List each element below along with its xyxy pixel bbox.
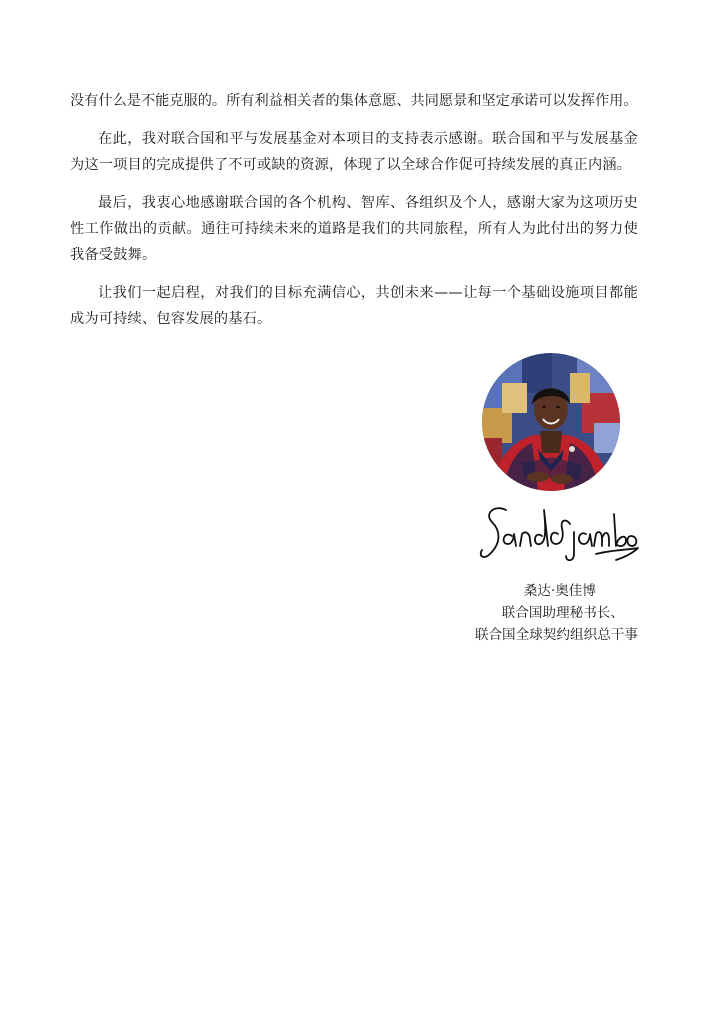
letter-body <box>70 88 638 344</box>
handwritten-signature <box>476 500 642 570</box>
signatory-block <box>475 580 638 646</box>
signatory-title-line1: 联合国助理秘书长、 <box>501 605 624 621</box>
paragraph-4: 让我们一起启程，对我们的目标充满信心，共创未来——让每一个基础设施项目都能成为可持续、包容发展的基石。 <box>70 285 638 327</box>
portrait-photo <box>482 353 620 491</box>
signatory-name: 桑达·奥佳博 <box>523 583 596 599</box>
paragraph-3: 最后，我衷心地感谢联合国的各个机构、智库、各组织及个人，感谢大家为这项历史性工作做出的贡献。通往可持续未来的道路是我们的共同旅程，所有人为此付出的努力使我备受鼓舞。 <box>70 195 638 263</box>
paragraph-2: 在此，我对联合国和平与发展基金对本项目的支持表示感谢。联合国和平与发展基金为这一项目的完成提供了不可或缺的资源，体现了以全球合作促可持续发展的真正内涵。 <box>70 131 638 173</box>
signatory-title-line2: 联合国全球契约组织总干事 <box>474 627 638 643</box>
paragraph-1: 没有什么是不能克服的。所有利益相关者的集体意愿、共同愿景和坚定承诺可以发挥作用。 <box>70 93 638 109</box>
